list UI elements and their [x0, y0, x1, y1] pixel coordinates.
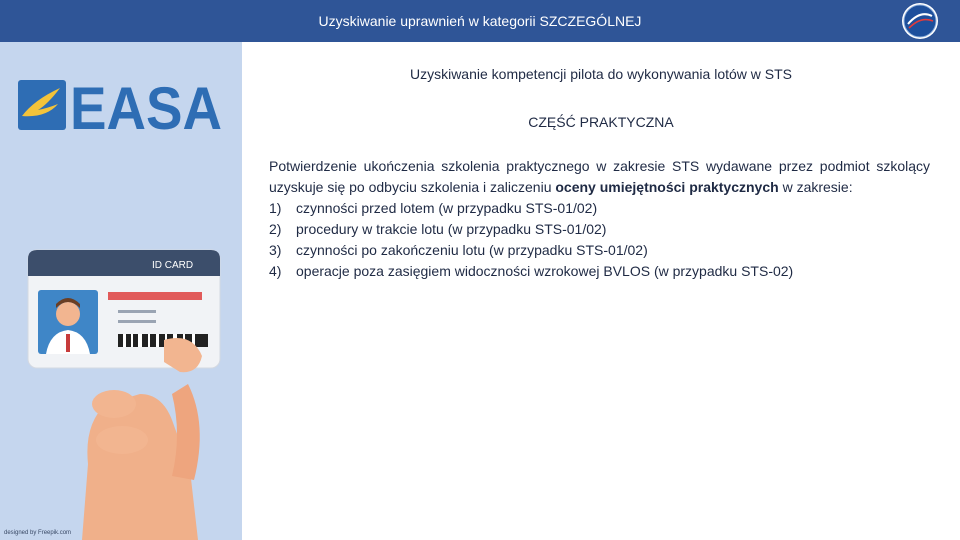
list-item-text: procedury w trakcie lotu (w przypadku STS-01/02) [296, 221, 607, 237]
easa-wordmark: EASA [70, 78, 222, 134]
easa-logo [18, 78, 224, 134]
intro-text: Potwierdzenie ukończenia szkolenia praktycznego w zakresie STS wydawane przez podmiot szkolący uzyskuje się po odbyciu szkolenia i zaliczeniu [269, 158, 930, 195]
list-item [269, 198, 930, 219]
hand-icon [82, 384, 200, 540]
content-block [269, 156, 930, 282]
header-bar [0, 0, 960, 42]
list-item [269, 240, 930, 261]
id-card-hand-illustration [22, 244, 222, 540]
list-item-number: 2) [269, 221, 282, 237]
section-subtitle: CZĘŚĆ PRAKTYCZNA [528, 114, 674, 130]
requirements-list [269, 198, 930, 282]
page-title: Uzyskiwanie kompetencji pilota do wykonywania lotów w STS [409, 66, 793, 82]
intro-text-end: w zakresie: [778, 179, 853, 195]
ulc-logo-icon [900, 2, 940, 40]
image-credit: designed by Freepik.com [4, 530, 72, 536]
list-item-text: czynności po zakończeniu lotu (w przypadku STS-01/02) [296, 242, 648, 258]
list-item-text: czynności przed lotem (w przypadku STS-01/02) [296, 200, 598, 216]
list-item-text: operacje poza zasięgiem widoczności wzrokowej BVLOS (w przypadku STS-02) [296, 263, 794, 279]
card-label: ID CARD [152, 260, 194, 271]
intro-bold-text: oceny umiejętności praktycznych [555, 179, 779, 195]
list-item-number: 4) [269, 263, 282, 279]
list-item-number: 1) [269, 200, 282, 216]
list-item [269, 219, 930, 240]
list-item-number: 3) [269, 242, 282, 258]
list-item [269, 261, 930, 282]
intro-paragraph [269, 156, 930, 198]
header-title: Uzyskiwanie uprawnień w kategorii SZCZEGÓLNEJ [318, 13, 642, 29]
